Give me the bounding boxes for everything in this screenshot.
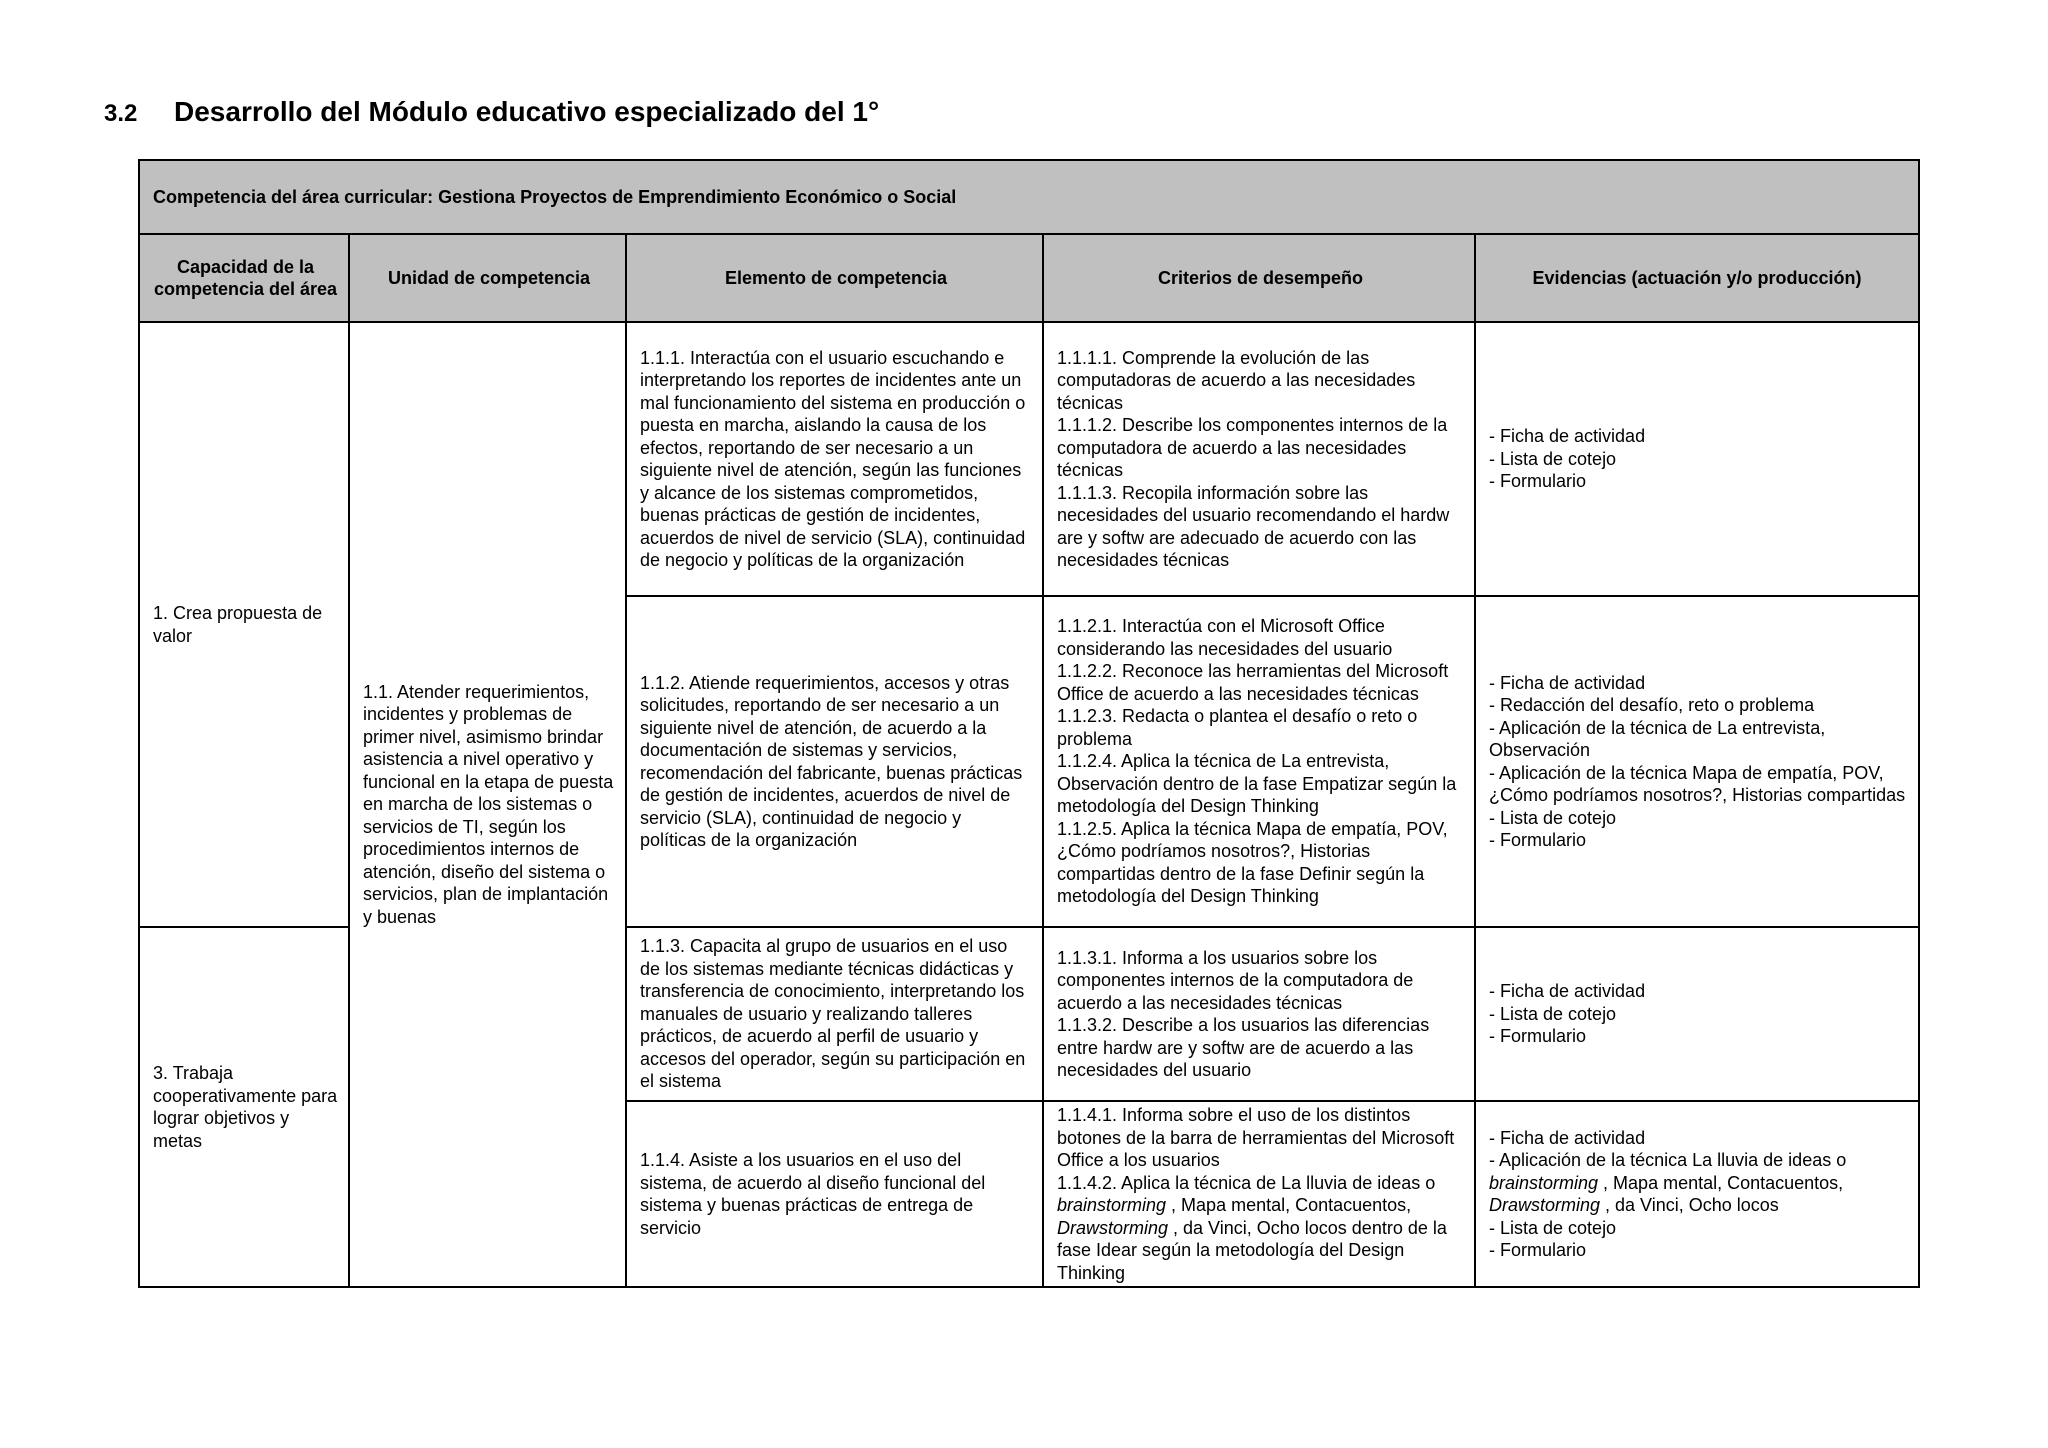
header-row (139, 234, 1919, 322)
criterio-item: 1.1.2.1. Interactúa con el Microsoft Office considerando las necesidades del usuario (1057, 616, 1393, 659)
evidencias-1-1-2 (1475, 596, 1919, 927)
evidencia-item: - Aplicación de la técnica de La entrevista, Observación (1489, 717, 1826, 760)
section-number: 3.2 (104, 100, 138, 127)
capacidad-1 (139, 322, 349, 927)
criterio-item: 1.1.4.1. Informa sobre el uso de los distintos botones de la barra de herramientas del Microsoft Office a los usuarios (1057, 1105, 1455, 1170)
criterio-text: , Mapa mental, Contacuentos, (1166, 1195, 1412, 1215)
criterio-item: 1.1.2.2. Reconoce las herramientas del Microsoft Office de acuerdo a las necesidades técnicas (1057, 661, 1449, 704)
evidencias-1-1-1 (1475, 322, 1919, 596)
evidencia-item: - Lista de cotejo (1489, 807, 1617, 828)
elemento-1-1-4: 1.1.4. Asiste a los usuarios en el uso del sistema, de acuerdo al diseño funcional del sistema y buenas prácticas de entrega de servicio (626, 1101, 1043, 1287)
capacidad-3 (139, 927, 349, 1287)
criterios-1-1-2 (1043, 596, 1475, 927)
header-evidencias: Evidencias (actuación y/o producción) (1475, 234, 1919, 322)
criterio-item: 1.1.3.2. Describe a los usuarios las diferencias entre hardw are y softw are de acuerdo a las necesidades del usuario (1057, 1015, 1430, 1080)
elemento-1-1-1: 1.1.1. Interactúa con el usuario escuchando e interpretando los reportes de incidentes ante un mal funcionamiento del sistema en producción o puesta en marcha, aislando la causa de los efectos, reportando de ser necesario a un siguiente nivel de atención, según las funciones y alcance de los sistemas comprometidos, buenas prácticas de gestión de incidentes, acuerdos de nivel de servicio (SLA), continuidad de negocio y políticas de la organización (626, 322, 1043, 596)
unidad-text: 1.1. Atender requerimientos, incidentes y problemas de primer nivel, asimismo brindar asistencia a nivel operativo y funcional en la etapa de puesta en marcha de los sistemas o servicios de TI, según los procedimientos internos de atención, diseño del sistema o servicios, plan de implantación y buenas (363, 681, 614, 927)
criterio-text: , da Vinci, Ocho locos dentro de la fase Idear según la metodología del Design Thinking (1057, 1217, 1447, 1283)
evidencia-item (1489, 1149, 1908, 1217)
evidencias-1-1-4 (1475, 1101, 1919, 1287)
capacidad-3-text: 3. Trabaja cooperativamente para lograr objetivos y metas (153, 1063, 338, 1151)
evidencia-item: - Lista de cotejo (1489, 1003, 1617, 1024)
evidencia-item: - Formulario (1489, 1240, 1587, 1260)
table-row (139, 322, 1919, 596)
competence-title: Competencia del área curricular: Gestiona Proyectos de Emprendimiento Económico o Social (139, 160, 1919, 234)
evidencia-text-italic: brainstorming (1489, 1172, 1599, 1193)
evidencia-item: - Ficha de actividad (1489, 672, 1646, 693)
evidencia-text: - Aplicación de la técnica La lluvia de ideas o (1489, 1150, 1847, 1170)
criterio-text-italic: brainstorming (1057, 1195, 1167, 1215)
evidencia-item: - Formulario (1489, 471, 1587, 492)
criterio-item: 1.1.1.1. Comprende la evolución de las computadoras de acuerdo a las necesidades técnicas (1057, 347, 1416, 413)
header-unidad: Unidad de competencia (349, 234, 626, 322)
section-title: Desarrollo del Módulo educativo especializado del 1° (174, 96, 880, 127)
elemento-1-1-3: 1.1.3. Capacita al grupo de usuarios en el uso de los sistemas mediante técnicas didácticas y transferencia de conocimiento, interpretando los manuales de usuario y realizando talleres prácticos, de acuerdo al perfil de usuario y accesos del operador, según su participación en el sistema (626, 927, 1043, 1101)
evidencia-item: - Redacción del desafío, reto o problema (1489, 695, 1815, 715)
criterios-1-1-1 (1043, 322, 1475, 596)
criterio-item: 1.1.2.4. Aplica la técnica de La entrevista, Observación dentro de la fase Empatizar según la metodología del Design Thinking (1057, 751, 1457, 817)
criterio-item: 1.1.2.3. Redacta o plantea el desafío o reto o problema (1057, 706, 1418, 749)
criterio-item (1057, 1172, 1464, 1285)
evidencia-item: - Lista de cotejo (1489, 1217, 1617, 1238)
evidencia-item: - Lista de cotejo (1489, 448, 1617, 469)
evidencia-item: - Ficha de actividad (1489, 981, 1646, 1002)
unidad-competencia (349, 322, 626, 1287)
header-capacidad: Capacidad de la competencia del área (139, 234, 349, 322)
evidencia-item: - Formulario (1489, 1026, 1587, 1047)
criterio-item: 1.1.1.3. Recopila información sobre las necesidades del usuario recomendando el hardw are y softw are adecuado de acuerdo con las necesidades técnicas (1057, 482, 1450, 570)
evidencia-item: - Ficha de actividad (1489, 1127, 1646, 1148)
evidencia-text-italic: Drawstorming (1489, 1195, 1601, 1215)
competence-row (139, 160, 1919, 234)
competence-table (138, 159, 1920, 1288)
evidencia-item: - Aplicación de la técnica Mapa de empatía, POV, ¿Cómo podríamos nosotros?, Historias compartidas (1489, 762, 1906, 805)
section-heading (104, 96, 879, 128)
evidencia-text: , da Vinci, Ocho locos (1600, 1195, 1779, 1215)
evidencia-item: - Ficha de actividad (1489, 426, 1646, 447)
elemento-1-1-2: 1.1.2. Atiende requerimientos, accesos y otras solicitudes, reportando de ser necesario a un siguiente nivel de atención, de acuerdo a la documentación de sistemas y servicios, recomendación del fabricante, buenas prácticas de gestión de incidentes, acuerdos de nivel de servicio (SLA), continuidad de negocio y políticas de la organización (626, 596, 1043, 927)
header-elemento: Elemento de competencia (626, 234, 1043, 322)
criterios-1-1-4 (1043, 1101, 1475, 1287)
evidencias-1-1-3 (1475, 927, 1919, 1101)
criterio-text: 1.1.4.2. Aplica la técnica de La lluvia de ideas o (1057, 1172, 1436, 1193)
criterio-item: 1.1.3.1. Informa a los usuarios sobre los componentes internos de la computadora de acuerdo a las necesidades técnicas (1057, 947, 1414, 1013)
criterio-item: 1.1.2.5. Aplica la técnica Mapa de empatía, POV, ¿Cómo podríamos nosotros?, Historias compartidas dentro de la fase Definir según la metodología del Design Thinking (1057, 818, 1448, 907)
evidencia-item: - Formulario (1489, 830, 1587, 850)
header-criterios: Criterios de desempeño (1043, 234, 1475, 322)
criterio-item: 1.1.1.2. Describe los componentes internos de la computadora de acuerdo a las necesidades técnicas (1057, 415, 1448, 480)
criterios-1-1-3 (1043, 927, 1475, 1101)
capacidad-1-text: 1. Crea propuesta de valor (153, 603, 323, 646)
evidencia-text: , Mapa mental, Contacuentos, (1598, 1172, 1844, 1193)
criterio-text-italic: Drawstorming (1057, 1217, 1169, 1238)
